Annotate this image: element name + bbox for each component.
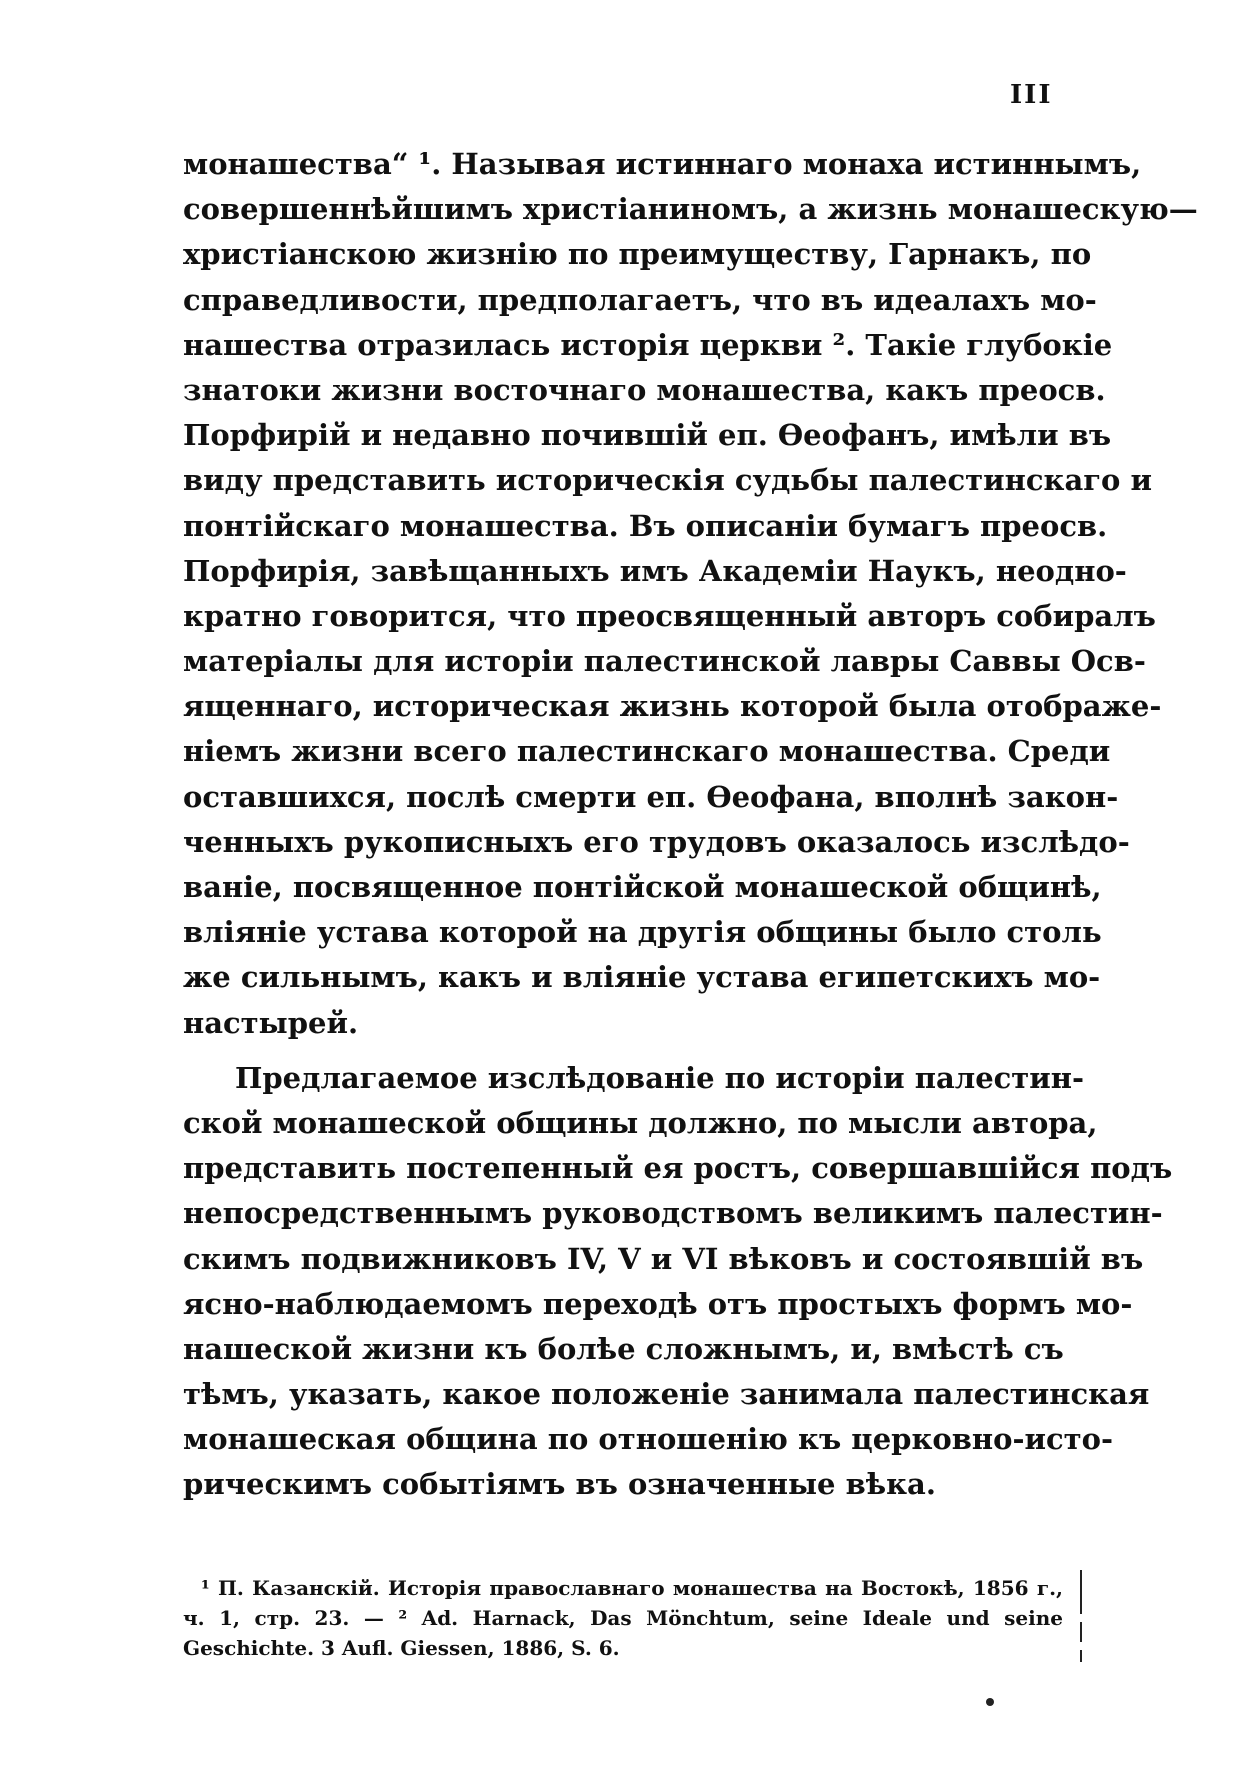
text-line: нашеской жизни къ болѣе сложнымъ, и, вмѣстѣ съ (183, 1331, 1064, 1366)
text-line: монашества“ ¹. Называя истиннаго монаха истиннымъ, (183, 147, 1142, 181)
footnote-line: Geschichte. 3 Aufl. Giessen, 1886, S. 6. (183, 1636, 620, 1660)
text-line: ященнаго, историческая жизнь которой была отображе- (183, 689, 1162, 724)
text-line: христіанскою жизнію по преимуществу, Гарнакъ, по (183, 237, 1092, 272)
text-line: ніемъ жизни всего палестинскаго монашества. Среди (183, 734, 1111, 769)
text-line: справедливости, предполагаетъ, что въ идеалахъ мо- (183, 282, 1097, 317)
text-line: нашества отразилась исторія церкви ². Такіе глубокіе (183, 327, 1113, 362)
text-line: ваніе, посвященное понтійской монашеской общинѣ, (183, 870, 1102, 904)
text-line: же сильнымъ, какъ и вліяніе устава египетскихъ мо- (183, 960, 1101, 995)
text-line: рическимъ событіямъ въ означенные вѣка. (183, 1467, 936, 1502)
text-line: тѣмъ, указать, какое положеніе занимала палестинская (183, 1377, 1150, 1412)
text-line: кратно говорится, что преосвященный авторъ собиралъ (183, 598, 1156, 633)
text-line: Предлагаемое изслѣдованіе по исторіи палестин- (235, 1060, 1085, 1095)
paragraph-gap (183, 1046, 1063, 1056)
footnote-line: ч. 1, стр. 23. — ² Ad. Harnack, Das Mönchtum, seine Ideale und seine (183, 1606, 1063, 1630)
text-line: ченныхъ рукописныхъ его трудовъ оказалось изслѣдо- (183, 824, 1130, 859)
text-line: ясно-наблюдаемомъ переходѣ отъ простыхъ формъ мо- (183, 1286, 1133, 1321)
text-line: Порфирія, завѣщанныхъ имъ Академіи Наукъ, неодно- (183, 553, 1127, 588)
text-line: вліяніе устава которой на другія общины было столь (183, 915, 1102, 950)
margin-mark (1080, 1570, 1082, 1614)
margin-mark (1080, 1650, 1082, 1662)
text-line: матеріалы для исторіи палестинской лавры Саввы Осв- (183, 644, 1146, 679)
text-line: оставшихся, послѣ смерти еп. Ѳеофана, вполнѣ закон- (183, 779, 1119, 814)
text-line: непосредственнымъ руководствомъ великимъ палестин- (183, 1196, 1163, 1231)
main-text (183, 142, 1198, 1508)
text-line: понтійскаго монашества. Въ описаніи бумагъ преосв. (183, 508, 1108, 543)
text-line: ской монашеской общины должно, по мысли автора, (183, 1105, 1098, 1140)
footnotes (183, 1573, 1063, 1663)
text-line: настырей. (183, 1005, 359, 1040)
text-line: монашеская община по отношенію къ церковно-исто- (183, 1422, 1113, 1457)
ink-dot (986, 1698, 994, 1706)
text-line: виду представить историческія судьбы палестинскаго и (183, 463, 1152, 498)
text-line: представить постепенный ея ростъ, совершавшійся подъ (183, 1151, 1173, 1186)
text-line: Порфирій и недавно почившій еп. Ѳеофанъ, имѣли въ (183, 418, 1112, 453)
text-line: совершеннѣйшимъ христіаниномъ, а жизнь монашескую— (183, 192, 1198, 227)
footnote-line: ¹ П. Казанскій. Исторія православнаго монашества на Востокѣ, 1856 г., (201, 1576, 1063, 1600)
text-line: скимъ подвижниковъ IV, V и VI вѣковъ и состоявшій въ (183, 1241, 1144, 1276)
text-line: знатоки жизни восточнаго монашества, какъ преосв. (183, 372, 1106, 407)
page-number: III (1010, 80, 1053, 110)
margin-mark (1080, 1622, 1082, 1642)
